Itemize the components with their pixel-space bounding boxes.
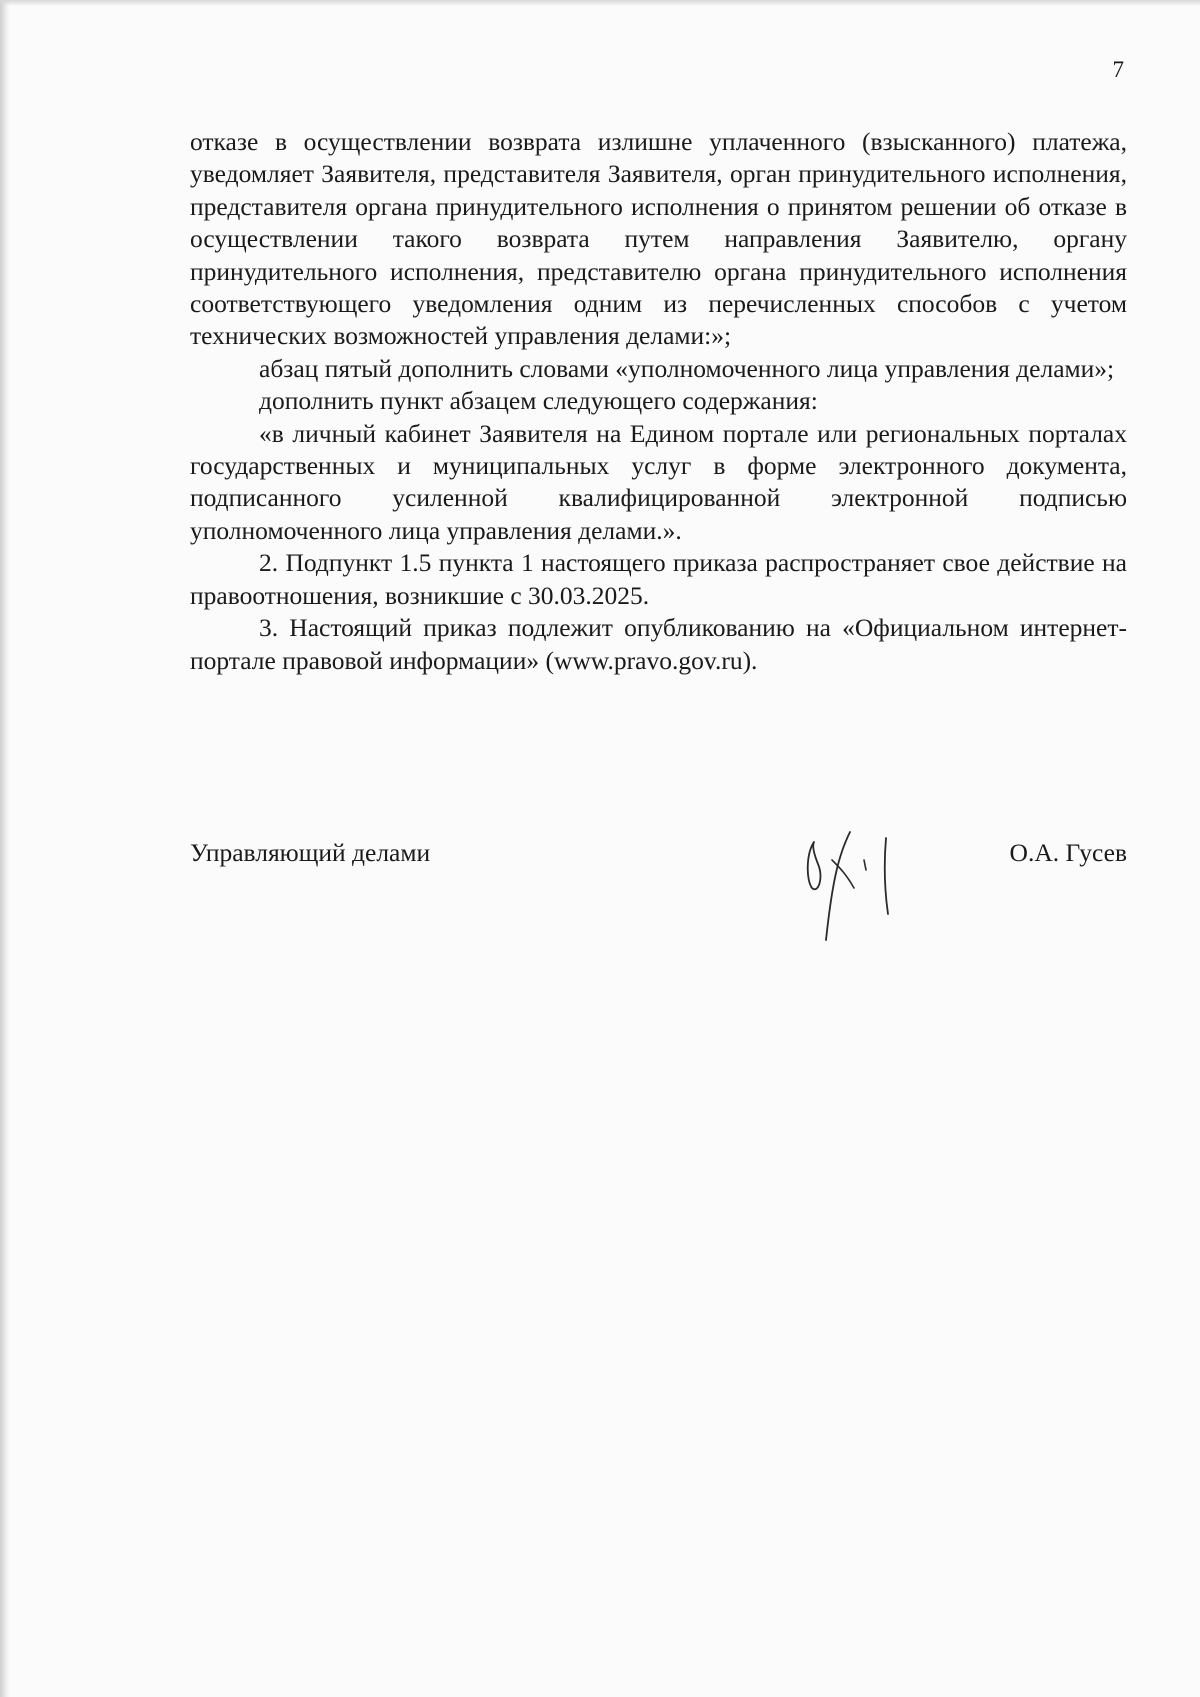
scan-top-shadow <box>0 0 1200 6</box>
signatory-position: Управляющий делами <box>190 838 431 867</box>
paragraph-item-3: 3. Настоящий приказ подлежит опубликованию на «Официальном интернет-портале правовой информации» (www.pravo.gov.ru). <box>190 613 1127 675</box>
paragraph-add-clause: дополнить пункт абзацем следующего содержания: <box>259 386 818 416</box>
paragraph-continuation: отказе в осуществлении возврата излишне уплаченного (взысканного) платежа, уведомляет Заявителя, представителя Заявителя, орган принудительного исполнения, представителя органа принудительного исполнения о принятом решении об отказе в осуществлении такого возврата путем направления Заявителю, органу принудительного исполнения, представителю органа принудительного исполнения соответствующего уведомления одним из перечисленных способов с учетом технических возможностей управления делами:»; <box>190 127 1127 351</box>
signature-block <box>190 838 1127 948</box>
paragraph-quoted-clause: «в личный кабинет Заявителя на Едином портале или региональных порталах государственных и муниципальных услуг в форме электронного документа, подписанного усиленной квалифицированной электронной подписью уполномоченного лица управления делами.». <box>190 418 1127 545</box>
scan-edge-shadow <box>0 0 10 1697</box>
paragraph-amendment-fifth: абзац пятый дополнить словами «уполномоченного лица управления делами»; <box>259 353 1115 383</box>
page-number: 7 <box>1112 57 1124 82</box>
handwritten-signature <box>800 814 910 944</box>
signatory-name: О.А. Гусев <box>1009 838 1127 867</box>
document-body <box>190 126 1127 677</box>
paragraph-item-2: 2. Подпункт 1.5 пункта 1 настоящего приказа распространяет свое действие на правоотношения, возникшие с 30.03.2025. <box>190 548 1127 610</box>
